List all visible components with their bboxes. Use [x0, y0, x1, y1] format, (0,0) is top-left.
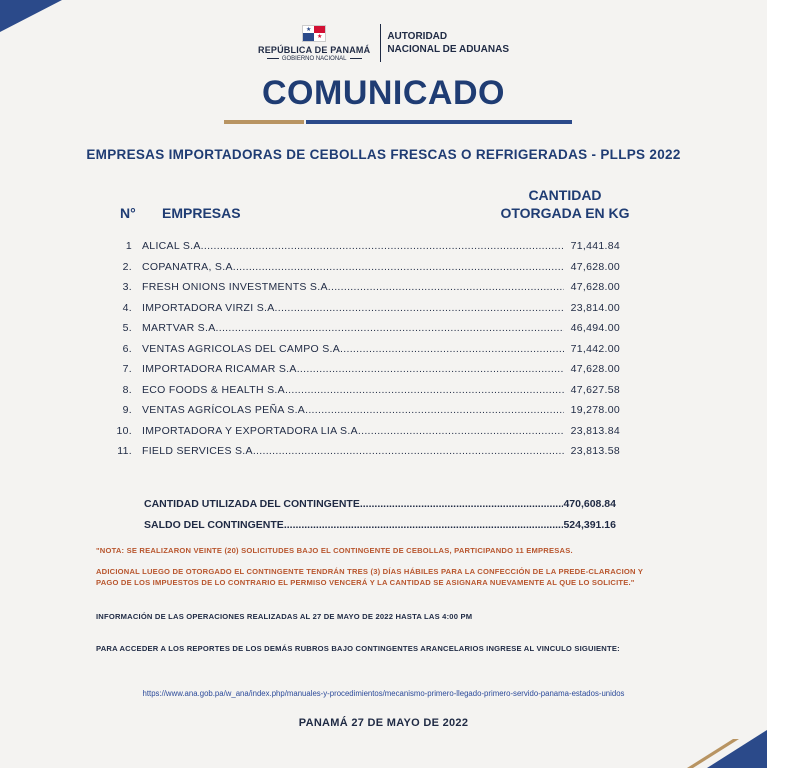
issue-date: PANAMÁ 27 DE MAYO DE 2022 [298, 717, 469, 729]
table-row: 9. VENTAS AGRÍCOLAS PEÑA S.A ..... 19,278.00 [110, 404, 620, 425]
table-row: 2. COPANATRA, S.A ..... 47,628.00 [110, 261, 620, 282]
total-used: CANTIDAD UTILIZADA DEL CONTINGENTE ..... 470,608.84 [144, 498, 616, 519]
title-underline [224, 120, 572, 124]
table-row: 5. MARTVAR S.A ..... 46,494.00 [110, 322, 620, 343]
table-row: 6. VENTAS AGRICOLAS DEL CAMPO S.A. ..... 71,442.00 [110, 343, 620, 364]
note-deadline: ADICIONAL LUEGO DE OTORGADO EL CONTINGENTE TENDRÁN TRES (3) DÍAS HÁBILES PARA LA CONFECCIÓN DE LA PREDE-CLARACION Y PAGO DE LOS IMPUESTOS DE LO CONTRARIO EL PERMISO VENCERÁ Y LA CANTIDAD SE ASIGNARA NUEVAMENTE AL QUE LO SOLICITE." [96, 567, 643, 587]
subtitle: EMPRESAS IMPORTADORAS DE CEBOLLAS FRESCAS O REFRIGERADAS - PLLPS 2022 [86, 147, 681, 162]
table-row: 7. IMPORTADORA RICAMAR S.A. ..... 47,628.00 [110, 363, 620, 384]
agency-name: AUTORIDAD NACIONAL DE ADUANAS [387, 31, 509, 55]
totals [144, 498, 616, 540]
page-title: COMUNICADO [262, 74, 505, 112]
table-row: 11. FIELD SERVICES S.A ..... 23,813.58 [110, 445, 620, 466]
gov-name: REPÚBLICA DE PANAMÁ [258, 44, 371, 55]
column-num: N° [120, 205, 136, 221]
company-list [110, 240, 620, 466]
table-row: 4. IMPORTADORA VIRZI S.A. ..... 23,814.00 [110, 302, 620, 323]
divider [380, 24, 381, 62]
reports-link[interactable]: https://www.ana.gob.pa/w_ana/index.php/manuales-y-procedimientos/mecanismo-primero-llegado-primero-servido-panama-estados-unidos [142, 689, 625, 698]
table-row: 3. FRESH ONIONS INVESTMENTS S.A ..... 47,628.00 [110, 281, 620, 302]
corner-decoration-bottom [677, 730, 767, 768]
info-date: INFORMACIÓN DE LAS OPERACIONES REALIZADAS AL 27 DE MAYO DE 2022 HASTA LAS 4:00 PM [96, 612, 473, 621]
column-company: EMPRESAS [162, 205, 241, 221]
column-quantity: CANTIDAD OTORGADA EN KG [500, 187, 630, 221]
government-logo [258, 25, 370, 62]
table-row: 8. ECO FOODS & HEALTH S.A ..... 47,627.58 [110, 384, 620, 405]
table-row: 1 ALICAL S.A ..... 71,441.84 [110, 240, 620, 261]
header [0, 24, 767, 62]
info-access: PARA ACCEDER A LOS REPORTES DE LOS DEMÁS RUBROS BAJO CONTINGENTES ARANCELARIOS INGRESE AL VINCULO SIGUIENTE: [96, 644, 620, 653]
gov-sub: GOBIERNO NACIONAL [281, 55, 347, 62]
total-balance: SALDO DEL CONTINGENTE ..... 524,391.16 [144, 519, 616, 540]
note-requests: "NOTA: SE REALIZARON VEINTE (20) SOLICITUDES BAJO EL CONTINGENTE DE CEBOLLAS, PARTICIPANDO 11 EMPRESAS. [96, 546, 573, 555]
table-row: 10. IMPORTADORA Y EXPORTADORA LIA S.A. ..... 23,813.84 [110, 425, 620, 446]
panama-flag-icon: ★ ★ [302, 25, 326, 42]
